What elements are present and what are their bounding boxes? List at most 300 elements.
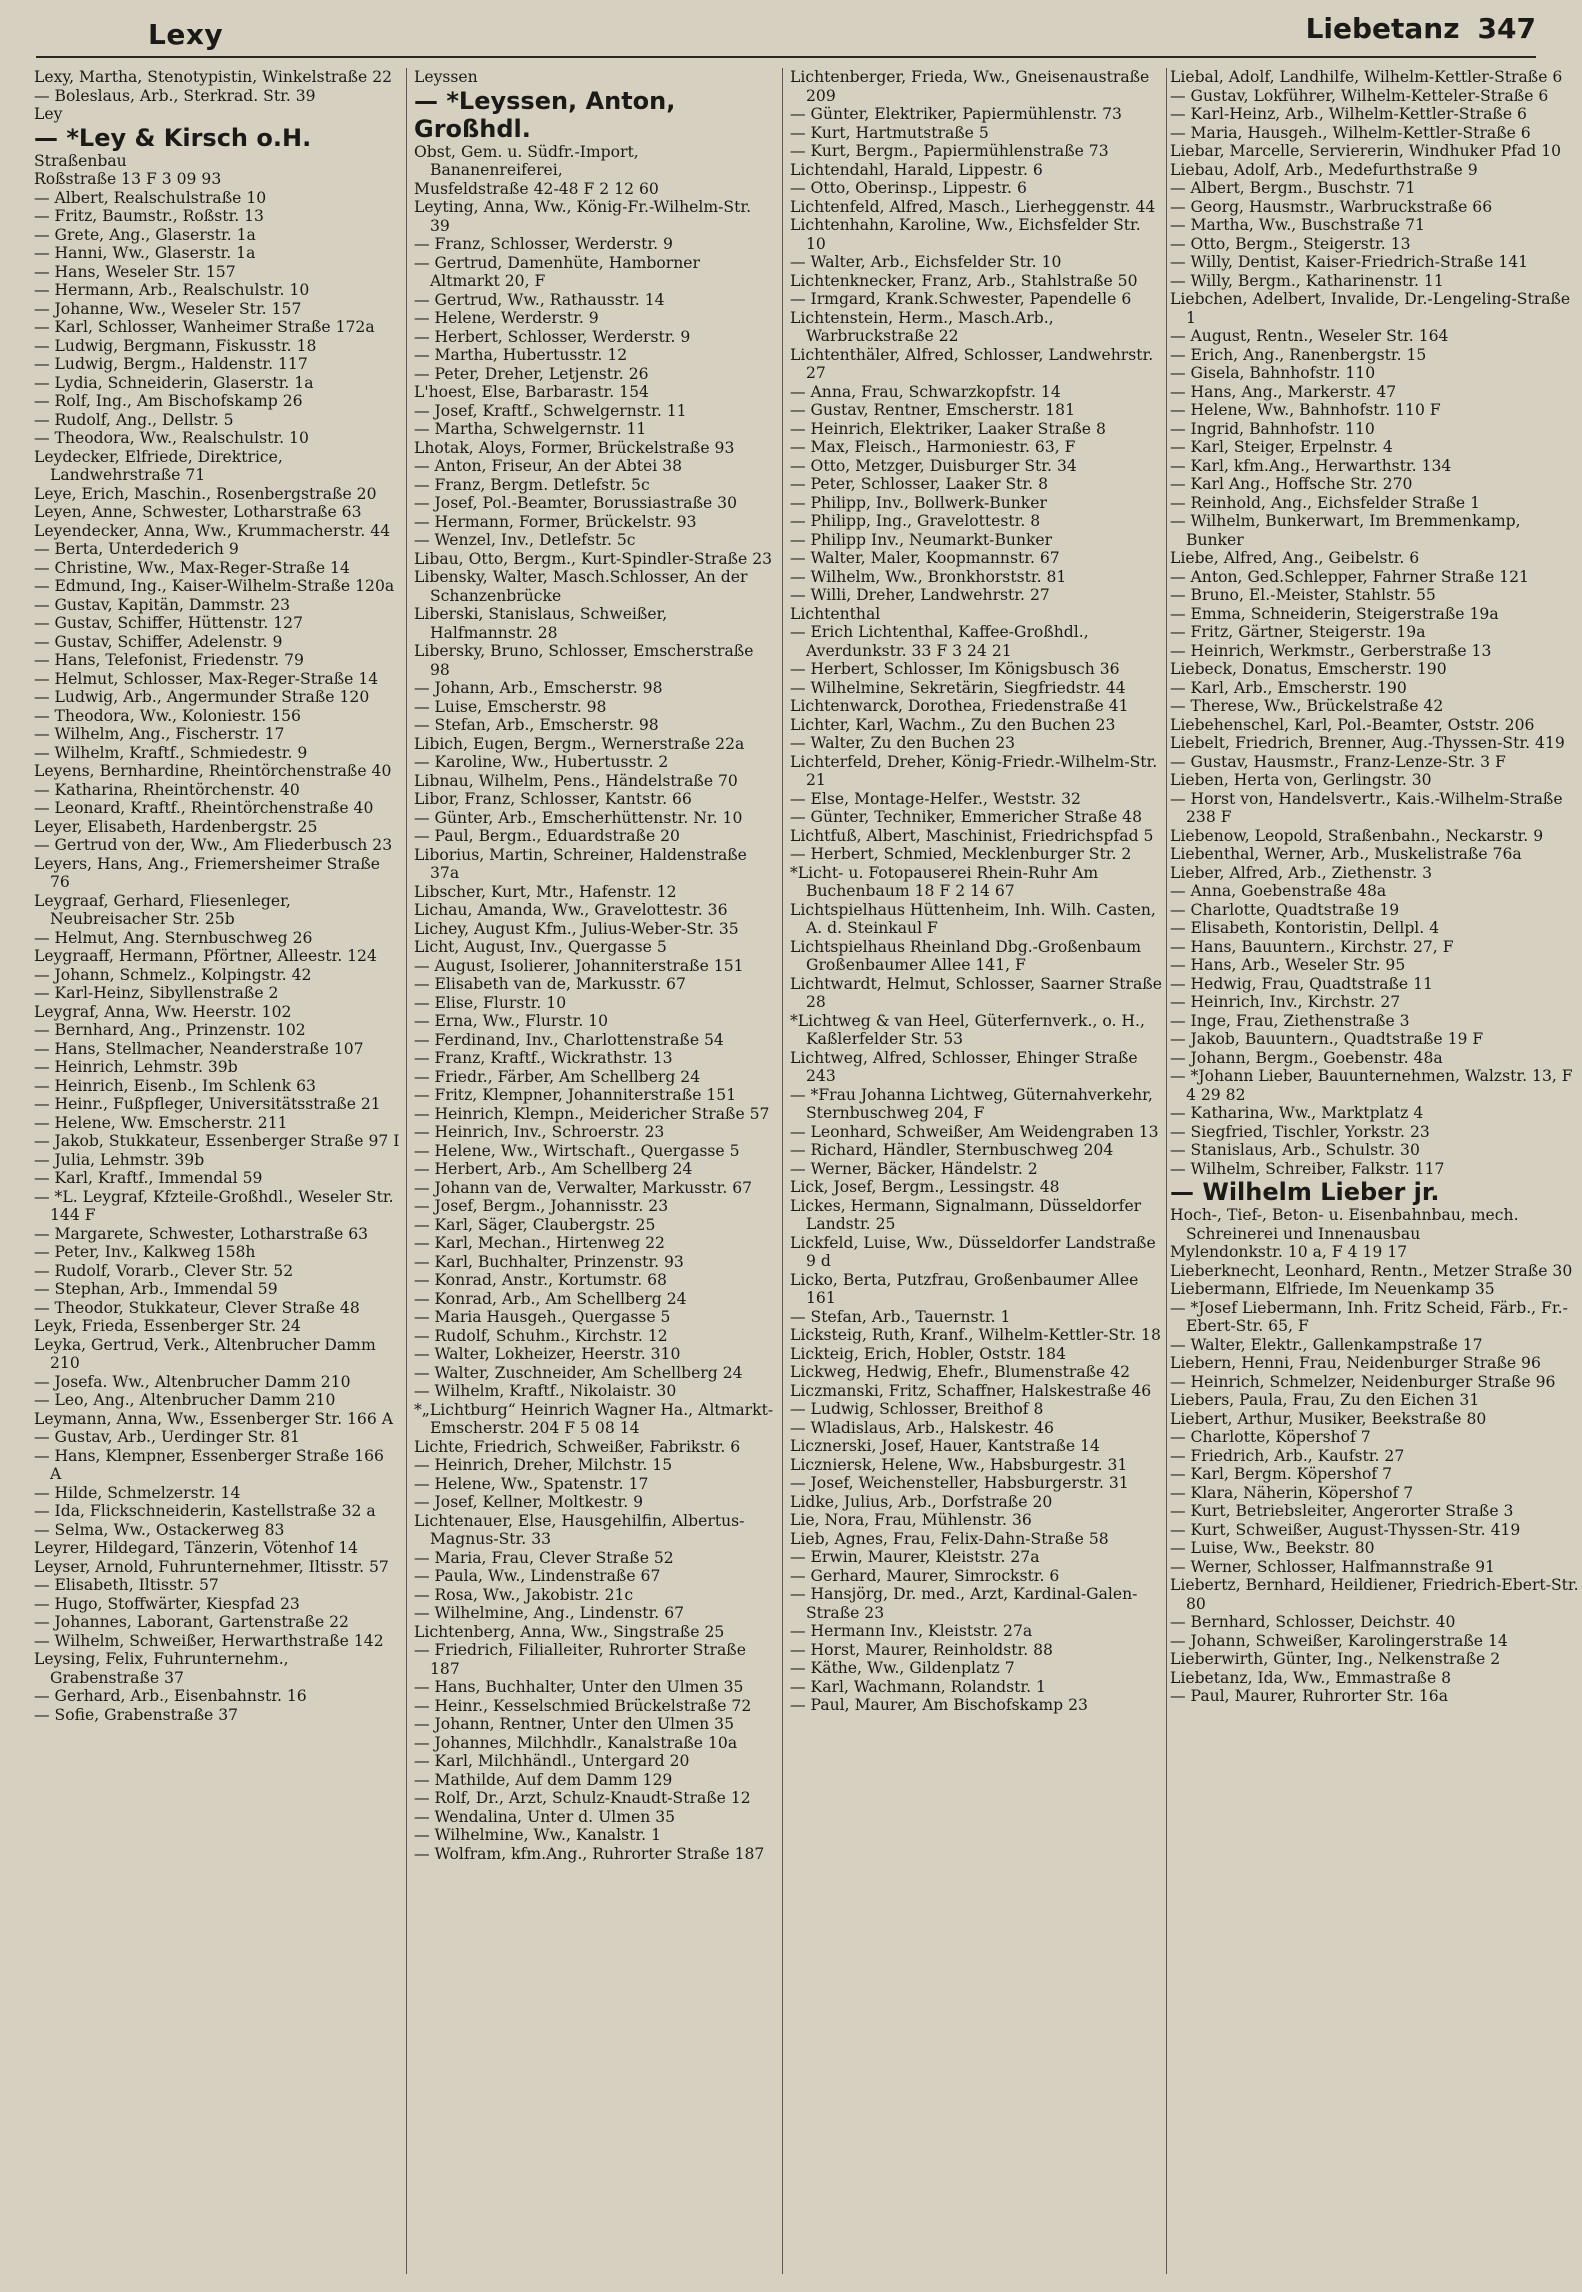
directory-entry: — Grete, Ang., Glaserstr. 1a bbox=[34, 225, 256, 244]
directory-entry: Straßenbau bbox=[34, 151, 127, 170]
directory-entry: — Hans, Weseler Str. 157 bbox=[34, 262, 236, 281]
directory-entry: — Heinrich, Dreher, Milchstr. 15 bbox=[414, 1456, 673, 1474]
directory-entry: Liebetanz, Ida, Ww., Emmastraße 8 bbox=[1170, 1668, 1452, 1687]
directory-entry: L'hoest, Else, Barbarastr. 154 bbox=[414, 383, 649, 401]
directory-entry: — Georg, Hausmstr., Warbruckstraße 66 bbox=[1170, 197, 1493, 216]
directory-entry: — Wilhelmine, Ww., Kanalstr. 1 bbox=[414, 1826, 662, 1844]
directory-entry: — Christine, Ww., Max-Reger-Straße 14 bbox=[34, 558, 350, 577]
directory-entry: — Hermann Inv., Kleiststr. 27a bbox=[790, 1622, 1033, 1640]
directory-entry: — Herbert, Schmied, Mecklenburger Str. 2 bbox=[790, 845, 1132, 863]
directory-entry: Leyrer, Hildegard, Tänzerin, Vötenhof 14 bbox=[34, 1539, 359, 1557]
directory-entry: — Wilhelmine, Sekretärin, Siegfriedstr. 44 bbox=[790, 678, 1126, 697]
directory-entry: — Rudolf, Ang., Dellstr. 5 bbox=[34, 410, 234, 429]
directory-entry: — Johann, Schmelz., Kolpingstr. 42 bbox=[34, 965, 312, 984]
columns bbox=[34, 68, 1579, 2274]
directory-entry: — Gustav, Schiffer, Adelenstr. 9 bbox=[34, 632, 283, 651]
directory-entry: — Anna, Goebenstraße 48a bbox=[1170, 882, 1387, 900]
directory-entry: — Helene, Ww., Bahnhofstr. 110 F bbox=[1170, 401, 1441, 419]
directory-entry: — Karl-Heinz, Arb., Wilhelm-Kettler-Straße 6 bbox=[1170, 105, 1527, 123]
directory-entry: Mylendonkstr. 10 a, F 4 19 17 bbox=[1170, 1243, 1408, 1261]
directory-entry: — Rudolf, Vorarb., Clever Str. 52 bbox=[34, 1261, 294, 1280]
directory-entry: Leyssen bbox=[414, 68, 478, 86]
directory-entry: — Leonard, Kraftf., Rheintörchenstraße 40 bbox=[34, 799, 374, 817]
directory-entry: Leygraaff, Hermann, Pförtner, Alleestr. 124 bbox=[34, 947, 377, 965]
directory-entry: — Peter, Inv., Kalkweg 158h bbox=[34, 1243, 256, 1261]
directory-entry: — Rolf, Dr., Arzt, Schulz-Knaudt-Straße 12 bbox=[414, 1789, 751, 1807]
directory-entry: — Johann van de, Verwalter, Markusstr. 67 bbox=[414, 1178, 753, 1197]
directory-entry: — Maria Hausgeh., Quergasse 5 bbox=[414, 1308, 671, 1326]
directory-entry: — *Josef Liebermann, Inh. Fritz Scheid, Färb., Fr.-Ebert-Str. 65, F bbox=[1170, 1298, 1568, 1335]
directory-entry: — Kurt, Bergm., Papiermühlenstraße 73 bbox=[790, 142, 1109, 160]
directory-entry: — Elisabeth, Kontoristin, Dellpl. 4 bbox=[1170, 919, 1440, 937]
directory-entry: Lickfeld, Luise, Ww., Düsseldorfer Landstraße 9 d bbox=[790, 1233, 1156, 1270]
directory-entry: — Else, Montage-Helfer., Weststr. 32 bbox=[790, 789, 1081, 808]
directory-entry: — Philipp, Inv., Bollwerk-Bunker bbox=[790, 493, 1047, 512]
directory-entry: — Gertrud, Ww., Rathausstr. 14 bbox=[414, 290, 665, 309]
directory-entry: Liebelt, Friedrich, Brenner, Aug.-Thyssen-Str. 419 bbox=[1170, 734, 1565, 752]
directory-entry: — Josef, Kraftf., Schwelgernstr. 11 bbox=[414, 401, 687, 420]
directory-entry: — Gerhard, Arb., Eisenbahnstr. 16 bbox=[34, 1687, 307, 1705]
directory-entry: Licko, Berta, Putzfrau, Großenbaumer Allee 161 bbox=[790, 1270, 1139, 1307]
directory-entry: — Kurt, Hartmutstraße 5 bbox=[790, 123, 989, 142]
directory-entry: — Otto, Oberinsp., Lippestr. 6 bbox=[790, 179, 1027, 197]
directory-entry: — Emma, Schneiderin, Steigerstraße 19a bbox=[1170, 604, 1499, 623]
directory-entry: — Karl, kfm.Ang., Herwarthstr. 134 bbox=[1170, 456, 1452, 475]
directory-entry: — Therese, Ww., Brückelstraße 42 bbox=[1170, 697, 1444, 715]
directory-entry: — Hans, Telefonist, Friedenstr. 79 bbox=[34, 651, 304, 669]
directory-entry: — Walter, Lokheizer, Heerstr. 310 bbox=[414, 1345, 681, 1363]
directory-entry: — Wilhelm Lieber jr. bbox=[1170, 1178, 1440, 1206]
directory-entry: — Margarete, Schwester, Lotharstraße 63 bbox=[34, 1224, 369, 1243]
directory-entry: — Richard, Händler, Sternbuschweg 204 bbox=[790, 1141, 1114, 1159]
directory-entry: — Sofie, Grabenstraße 37 bbox=[34, 1705, 239, 1724]
directory-entry: Lichterfeld, Dreher, König-Friedr.-Wilhelm-Str. 21 bbox=[790, 752, 1158, 789]
directory-entry: Lichtenknecker, Franz, Arb., Stahlstraße 50 bbox=[790, 271, 1138, 290]
directory-entry: — Kurt, Schweißer, August-Thyssen-Str. 419 bbox=[1170, 1520, 1521, 1539]
directory-entry: — Stefan, Arb., Emscherstr. 98 bbox=[414, 716, 659, 734]
header-right bbox=[1306, 12, 1536, 45]
directory-entry: — Albert, Bergm., Buschstr. 71 bbox=[1170, 179, 1416, 197]
directory-entry: — Reinhold, Ang., Eichsfelder Straße 1 bbox=[1170, 493, 1481, 512]
directory-entry: — Hans, Klempner, Essenberger Straße 166 A bbox=[34, 1446, 384, 1483]
directory-entry: Lickweg, Hedwig, Ehefr., Blumenstraße 42 bbox=[790, 1363, 1131, 1381]
directory-entry: — Wolfram, kfm.Ang., Ruhrorter Straße 187 bbox=[414, 1844, 765, 1863]
directory-entry: Liebeck, Donatus, Emscherstr. 190 bbox=[1170, 660, 1447, 678]
column-divider bbox=[406, 68, 407, 2274]
header-last-entry: Liebetanz bbox=[1305, 12, 1460, 45]
directory-entry: — Karl, Säger, Claubergstr. 25 bbox=[414, 1215, 656, 1234]
directory-entry: — Fritz, Gärtner, Steigerstr. 19a bbox=[1170, 623, 1426, 641]
directory-entry: — Fritz, Baumstr., Roßstr. 13 bbox=[34, 207, 264, 225]
directory-entry: — Kurt, Betriebsleiter, Angerorter Straße 3 bbox=[1170, 1502, 1514, 1520]
directory-entry: — Johann, Schweißer, Karolingerstraße 14 bbox=[1170, 1631, 1508, 1650]
directory-entry: — Werner, Bäcker, Händelstr. 2 bbox=[790, 1159, 1038, 1178]
directory-entry: Licksteig, Ruth, Kranf., Wilhelm-Kettler-Str. 18 bbox=[790, 1326, 1161, 1344]
directory-entry: Lichau, Amanda, Ww., Gravelottestr. 36 bbox=[414, 901, 728, 919]
directory-entry: — Wilhelm, Kraftf., Schmiedestr. 9 bbox=[34, 743, 308, 762]
directory-entry: Lick, Josef, Bergm., Lessingstr. 48 bbox=[790, 1178, 1060, 1196]
directory-entry: — Martha, Hubertusstr. 12 bbox=[414, 346, 628, 364]
directory-entry: Lichtweg, Alfred, Schlosser, Ehinger Straße 243 bbox=[790, 1048, 1138, 1085]
directory-entry: — Hugo, Stoffwärter, Kiespfad 23 bbox=[34, 1594, 300, 1613]
page-header bbox=[36, 4, 1536, 58]
directory-entry: — Stanislaus, Arb., Schulstr. 30 bbox=[1170, 1141, 1420, 1159]
directory-entry: Licznerski, Josef, Hauer, Kantstraße 14 bbox=[790, 1437, 1100, 1455]
directory-entry: — Martha, Schwelgernstr. 11 bbox=[414, 420, 647, 438]
directory-entry: — Elisabeth, Iltisstr. 57 bbox=[34, 1576, 219, 1594]
directory-entry: — Josef, Bergm., Johannisstr. 23 bbox=[414, 1197, 669, 1215]
directory-entry: — Gertrud von der, Ww., Am Fliederbusch 23 bbox=[34, 836, 393, 854]
directory-entry: — Anton, Ged.Schlepper, Fahrner Straße 121 bbox=[1170, 567, 1529, 586]
column-divider bbox=[1166, 68, 1167, 2274]
directory-entry: Hoch-, Tief-, Beton- u. Eisenbahnbau, mech. Schreinerei und Innenausbau bbox=[1170, 1206, 1519, 1243]
directory-entry: — Helene, Ww. Emscherstr. 211 bbox=[34, 1113, 288, 1132]
directory-entry: — Helene, Werderstr. 9 bbox=[414, 309, 599, 327]
directory-entry: — Erna, Ww., Flurstr. 10 bbox=[414, 1012, 609, 1030]
directory-entry: — Karl, Buchhalter, Prinzenstr. 93 bbox=[414, 1252, 684, 1271]
directory-entry: — Hermann, Arb., Realschulstr. 10 bbox=[34, 281, 310, 299]
directory-entry: Leyser, Arnold, Fuhrunternehmer, Iltisstr. 57 bbox=[34, 1557, 389, 1576]
directory-entry: — Wilhelmine, Ang., Lindenstr. 67 bbox=[414, 1604, 685, 1622]
directory-entry: — Fritz, Klempner, Johanniterstraße 151 bbox=[414, 1086, 737, 1104]
directory-entry: — Heinr., Fußpfleger, Universitätsstraße 21 bbox=[34, 1095, 381, 1113]
directory-entry: — Johannes, Laborant, Gartenstraße 22 bbox=[34, 1613, 349, 1631]
directory-entry: — Herbert, Arb., Am Schellberg 24 bbox=[414, 1160, 693, 1178]
directory-entry: Liebers, Paula, Frau, Zu den Eichen 31 bbox=[1170, 1391, 1480, 1409]
directory-entry: Liebermann, Elfriede, Im Neuenkamp 35 bbox=[1170, 1280, 1495, 1298]
directory-entry: — Horst, Maurer, Reinholdstr. 88 bbox=[790, 1640, 1053, 1659]
directory-entry: — Walter, Maler, Koopmannstr. 67 bbox=[790, 549, 1060, 567]
directory-entry: — Max, Fleisch., Harmoniestr. 63, F bbox=[790, 438, 1076, 456]
directory-entry: — Josefa. Ww., Altenbrucher Damm 210 bbox=[34, 1372, 351, 1391]
directory-entry: — Ingrid, Bahnhofstr. 110 bbox=[1170, 419, 1375, 438]
directory-entry: Liebern, Henni, Frau, Neidenburger Straße 96 bbox=[1170, 1354, 1541, 1372]
directory-entry: — Ludwig, Arb., Angermunder Straße 120 bbox=[34, 688, 370, 706]
directory-entry: — Otto, Metzger, Duisburger Str. 34 bbox=[790, 456, 1077, 475]
directory-entry: Lichter, Karl, Wachm., Zu den Buchen 23 bbox=[790, 715, 1116, 734]
directory-entry: — August, Isolierer, Johanniterstraße 151 bbox=[414, 956, 744, 975]
column-4 bbox=[1170, 68, 1582, 2274]
directory-entry: Leyen, Anne, Schwester, Lotharstraße 63 bbox=[34, 503, 362, 521]
directory-entry: — Hans, Buchhalter, Unter den Ulmen 35 bbox=[414, 1678, 744, 1696]
directory-entry: — Karl-Heinz, Sibyllenstraße 2 bbox=[34, 984, 279, 1002]
directory-entry: — Peter, Schlosser, Laaker Str. 8 bbox=[790, 475, 1049, 493]
directory-entry: Liebenow, Leopold, Straßenbahn., Neckarstr. 9 bbox=[1170, 826, 1544, 845]
directory-entry: Leyendecker, Anna, Ww., Krummacherstr. 44 bbox=[34, 521, 391, 540]
directory-entry: Leygraaf, Gerhard, Fliesenleger, Neubreisacher Str. 25b bbox=[34, 891, 291, 928]
directory-entry: — *Frau Johanna Lichtweg, Güternahverkehr, Sternbuschweg 204, F bbox=[790, 1085, 1153, 1122]
directory-entry: — Friedrich, Filialleiter, Ruhrorter Straße 187 bbox=[414, 1641, 746, 1678]
directory-entry: — Gustav, Lokführer, Wilhelm-Ketteler-Straße 6 bbox=[1170, 86, 1549, 105]
directory-entry: Libich, Eugen, Bergm., Wernerstraße 22a bbox=[414, 734, 745, 753]
directory-entry: — Günter, Techniker, Emmericher Straße 48 bbox=[790, 808, 1142, 826]
directory-entry: — Charlotte, Quadtstraße 19 bbox=[1170, 900, 1400, 919]
directory-entry: — Wilhelm, Ang., Fischerstr. 17 bbox=[34, 725, 285, 743]
directory-entry: Lichey, August Kfm., Julius-Weber-Str. 35 bbox=[414, 919, 739, 938]
directory-entry: — *Leyssen, Anton, Großhdl. bbox=[414, 86, 676, 143]
page-number: 347 bbox=[1477, 12, 1536, 45]
directory-entry: — Ludwig, Schlosser, Breithof 8 bbox=[790, 1400, 1044, 1418]
directory-entry: Ley bbox=[34, 105, 63, 123]
directory-entry: — Gertrud, Damenhüte, Hamborner Altmarkt 20, F bbox=[414, 253, 700, 290]
directory-entry: — Werner, Schlosser, Halfmannstraße 91 bbox=[1170, 1557, 1495, 1576]
directory-entry: — Bruno, El.-Meister, Stahlstr. 55 bbox=[1170, 586, 1436, 604]
header-first-entry: Lexy bbox=[148, 18, 224, 51]
directory-entry: — Helene, Ww., Wirtschaft., Quergasse 5 bbox=[414, 1141, 740, 1160]
directory-entry: — Karoline, Ww., Hubertusstr. 2 bbox=[414, 753, 669, 771]
directory-entry: — Gerhard, Maurer, Simrockstr. 6 bbox=[790, 1566, 1060, 1585]
directory-entry: — Klara, Näherin, Köpershof 7 bbox=[1170, 1483, 1414, 1502]
directory-entry: — Käthe, Ww., Gildenplatz 7 bbox=[790, 1659, 1015, 1677]
directory-entry: Liebar, Marcelle, Serviererin, Windhuker Pfad 10 bbox=[1170, 142, 1562, 160]
directory-entry: — Berta, Unterdederich 9 bbox=[34, 540, 239, 558]
directory-entry: — Josef, Weichensteller, Habsburgerstr. 31 bbox=[790, 1474, 1129, 1492]
directory-entry: — Johann, Rentner, Unter den Ulmen 35 bbox=[414, 1715, 735, 1733]
directory-entry: — Hedwig, Frau, Quadtstraße 11 bbox=[1170, 974, 1433, 993]
directory-entry: — Elise, Flurstr. 10 bbox=[414, 993, 567, 1012]
directory-entry: Licht, August, Inv., Quergasse 5 bbox=[414, 938, 667, 956]
directory-entry: Leye, Erich, Maschin., Rosenbergstraße 20 bbox=[34, 484, 377, 503]
directory-entry: — Franz, Kraftf., Wickrathstr. 13 bbox=[414, 1049, 673, 1067]
directory-entry: — Gustav, Kapitän, Dammstr. 23 bbox=[34, 595, 291, 614]
directory-entry: — Gustav, Arb., Uerdinger Str. 81 bbox=[34, 1428, 300, 1446]
directory-entry: — Julia, Lehmstr. 39b bbox=[34, 1150, 205, 1169]
directory-entry: — Stephan, Arb., Immendal 59 bbox=[34, 1280, 278, 1298]
directory-entry: — Katharina, Ww., Marktplatz 4 bbox=[1170, 1104, 1424, 1122]
directory-entry: Lhotak, Aloys, Former, Brückelstraße 93 bbox=[414, 438, 735, 457]
directory-entry: — Karl, Arb., Emscherstr. 190 bbox=[1170, 678, 1407, 697]
directory-entry: — Paul, Maurer, Ruhrorter Str. 16a bbox=[1170, 1687, 1448, 1705]
directory-entry: — Walter, Elektr., Gallenkampstraße 17 bbox=[1170, 1335, 1483, 1354]
directory-entry: Lichtenthal bbox=[790, 604, 881, 623]
directory-entry: — Theodora, Ww., Koloniestr. 156 bbox=[34, 706, 301, 725]
directory-entry: — Hilde, Schmelzerstr. 14 bbox=[34, 1483, 241, 1502]
directory-entry: Lidke, Julius, Arb., Dorfstraße 20 bbox=[790, 1492, 1053, 1511]
directory-entry: — Hans, Stellmacher, Neanderstraße 107 bbox=[34, 1039, 364, 1058]
directory-entry: Lieben, Herta von, Gerlingstr. 30 bbox=[1170, 771, 1432, 789]
directory-entry: — Heinrich, Elektriker, Laaker Straße 8 bbox=[790, 419, 1106, 438]
directory-entry: — Wenzel, Inv., Detlefstr. 5c bbox=[414, 531, 636, 549]
directory-entry: — Charlotte, Köpershof 7 bbox=[1170, 1428, 1371, 1446]
directory-entry: Leyers, Hans, Ang., Friemersheimer Straße 76 bbox=[34, 854, 380, 891]
directory-entry: Leydecker, Elfriede, Direktrice, Landwehrstraße 71 bbox=[34, 447, 283, 484]
directory-entry: — Paul, Maurer, Am Bischofskamp 23 bbox=[790, 1696, 1088, 1714]
directory-entry: — Wladislaus, Arb., Halskestr. 46 bbox=[790, 1418, 1054, 1437]
directory-entry: — Helmut, Schlosser, Max-Reger-Straße 14 bbox=[34, 669, 379, 688]
directory-entry: — Paula, Ww., Lindenstraße 67 bbox=[414, 1567, 661, 1585]
directory-entry: — Rolf, Ing., Am Bischofskamp 26 bbox=[34, 392, 303, 410]
directory-entry: Liebe, Alfred, Ang., Geibelstr. 6 bbox=[1170, 549, 1420, 567]
directory-entry: Lichtenberg, Anna, Ww., Singstraße 25 bbox=[414, 1622, 725, 1641]
directory-entry: — Siegfried, Tischler, Yorkstr. 23 bbox=[1170, 1122, 1430, 1141]
directory-entry: — Maria, Frau, Clever Straße 52 bbox=[414, 1548, 674, 1567]
directory-entry: — Karl, Schlosser, Wanheimer Straße 172a bbox=[34, 318, 375, 336]
directory-entry: — Walter, Zu den Buchen 23 bbox=[790, 734, 1016, 752]
directory-entry: — Walter, Arb., Eichsfelder Str. 10 bbox=[790, 253, 1062, 271]
column-divider bbox=[782, 68, 783, 2274]
directory-entry: — Johanne, Ww., Weseler Str. 157 bbox=[34, 299, 302, 318]
directory-entry: Lichtspielhaus Hüttenheim, Inh. Wilh. Casten, A. d. Steinkaul F bbox=[790, 900, 1156, 937]
directory-entry: Leygraf, Anna, Ww. Heerstr. 102 bbox=[34, 1002, 292, 1021]
directory-entry: — Heinrich, Lehmstr. 39b bbox=[34, 1058, 238, 1076]
directory-entry: *Licht- u. Fotopauserei Rhein-Ruhr Am Buchenbaum 18 F 2 14 67 bbox=[790, 863, 1099, 900]
directory-entry: — Karl, Mechan., Hirtenweg 22 bbox=[414, 1234, 665, 1252]
directory-entry: — Maria, Hausgeh., Wilhelm-Kettler-Straße 6 bbox=[1170, 123, 1531, 142]
directory-entry: — Paul, Bergm., Eduardstraße 20 bbox=[414, 827, 680, 845]
directory-entry: Leysing, Felix, Fuhrunternehm., Grabenstraße 37 bbox=[34, 1650, 289, 1687]
directory-entry: — Philipp, Ing., Gravelottestr. 8 bbox=[790, 512, 1041, 530]
directory-entry: — Bernhard, Ang., Prinzenstr. 102 bbox=[34, 1021, 306, 1039]
directory-entry: — Martha, Ww., Buschstraße 71 bbox=[1170, 216, 1425, 234]
directory-entry: — Rudolf, Schuhm., Kirchstr. 12 bbox=[414, 1326, 668, 1345]
directory-entry: — Jakob, Bauuntern., Quadtstraße 19 F bbox=[1170, 1030, 1484, 1048]
directory-entry: — Karl Ang., Hoffsche Str. 270 bbox=[1170, 475, 1413, 493]
directory-entry: Lichtenfeld, Alfred, Masch., Lierheggenstr. 44 bbox=[790, 197, 1156, 216]
directory-entry: — Ida, Flickschneiderin, Kastellstraße 32 a bbox=[34, 1502, 376, 1520]
directory-entry: Leyer, Elisabeth, Hardenbergstr. 25 bbox=[34, 817, 318, 836]
column-2 bbox=[414, 68, 774, 2274]
directory-entry: — Friedr., Färber, Am Schellberg 24 bbox=[414, 1067, 701, 1086]
directory-entry: — Herbert, Schlosser, Werderstr. 9 bbox=[414, 327, 691, 346]
directory-entry: — Erich, Ang., Ranenbergstr. 15 bbox=[1170, 345, 1427, 364]
directory-entry: Lichtenthäler, Alfred, Schlosser, Landwehrstr. 27 bbox=[790, 345, 1154, 382]
directory-entry: — Wilhelm, Kraftf., Nikolaistr. 30 bbox=[414, 1382, 677, 1400]
directory-entry: — Helmut, Ang. Sternbuschweg 26 bbox=[34, 928, 313, 947]
directory-entry: — Leo, Ang., Altenbrucher Damm 210 bbox=[34, 1391, 336, 1409]
directory-entry: — Karl, Wachmann, Rolandstr. 1 bbox=[790, 1677, 1046, 1696]
directory-entry: — Wilhelm, Schreiber, Falkstr. 117 bbox=[1170, 1159, 1445, 1178]
directory-entry: — Hansjörg, Dr. med., Arzt, Kardinal-Galen-Straße 23 bbox=[790, 1585, 1138, 1622]
directory-entry: — Karl, Kraftf., Immendal 59 bbox=[34, 1169, 263, 1187]
directory-entry: Lichtendahl, Harald, Lippestr. 6 bbox=[790, 160, 1043, 179]
directory-entry: — Karl, Steiger, Erpelnstr. 4 bbox=[1170, 438, 1393, 456]
directory-entry: Musfeldstraße 42-48 F 2 12 60 bbox=[414, 179, 659, 198]
directory-entry: — Willy, Bergm., Katharinenstr. 11 bbox=[1170, 271, 1444, 290]
directory-entry: — Boleslaus, Arb., Sterkrad. Str. 39 bbox=[34, 86, 316, 105]
directory-entry: — Herbert, Schlosser, Im Königsbusch 36 bbox=[790, 660, 1120, 678]
directory-entry: Leyk, Frieda, Essenberger Str. 24 bbox=[34, 1317, 301, 1335]
directory-entry: Lieberknecht, Leonhard, Rentn., Metzer Straße 30 bbox=[1170, 1261, 1573, 1280]
directory-entry: — Karl, Milchhändl., Untergard 20 bbox=[414, 1752, 690, 1770]
directory-entry: — Ferdinand, Inv., Charlottenstraße 54 bbox=[414, 1030, 724, 1049]
directory-entry: Roßstraße 13 F 3 09 93 bbox=[34, 170, 222, 188]
directory-entry: — Hans, Bauuntern., Kirchstr. 27, F bbox=[1170, 937, 1454, 956]
column-3 bbox=[790, 68, 1162, 2274]
column-1 bbox=[34, 68, 400, 2274]
directory-entry: Liebau, Adolf, Arb., Medefurthstraße 9 bbox=[1170, 160, 1478, 179]
directory-entry: — Günter, Elektriker, Papiermühlenstr. 73 bbox=[790, 105, 1122, 123]
directory-entry: Lickteig, Erich, Hobler, Oststr. 184 bbox=[790, 1344, 1066, 1363]
directory-entry: Lichtenhahn, Karoline, Ww., Eichsfelder Str. 10 bbox=[790, 216, 1141, 253]
directory-entry: — Josef, Kellner, Moltkestr. 9 bbox=[414, 1493, 644, 1511]
directory-entry: — Jakob, Stukkateur, Essenberger Straße 97 I bbox=[34, 1132, 400, 1150]
directory-entry: — Konrad, Arb., Am Schellberg 24 bbox=[414, 1289, 687, 1308]
directory-entry: — Leonhard, Schweißer, Am Weidengraben 13 bbox=[790, 1122, 1159, 1141]
directory-entry: — Philipp Inv., Neumarkt-Bunker bbox=[790, 530, 1053, 549]
directory-entry: Obst, Gem. u. Südfr.-Import, Bananenreiferei, bbox=[414, 142, 639, 179]
directory-entry: — *Johann Lieber, Bauunternehmen, Walzstr. 13, F 4 29 82 bbox=[1170, 1067, 1573, 1104]
directory-entry: — Horst von, Handelsvertr., Kais.-Wilhelm-Straße 238 F bbox=[1170, 789, 1563, 826]
directory-entry: — Theodora, Ww., Realschulstr. 10 bbox=[34, 429, 309, 447]
directory-entry: Libau, Otto, Bergm., Kurt-Spindler-Straße 23 bbox=[414, 549, 773, 568]
directory-entry: — Hermann, Former, Brückelstr. 93 bbox=[414, 512, 697, 531]
directory-entry: — Irmgard, Krank.Schwester, Papendelle 6 bbox=[790, 290, 1132, 308]
directory-entry: Liczmanski, Fritz, Schaffner, Halskestraße 46 bbox=[790, 1381, 1152, 1400]
directory-entry: — Anna, Frau, Schwarzkopfstr. 14 bbox=[790, 382, 1061, 401]
directory-entry: Leymann, Anna, Ww., Essenberger Str. 166 A bbox=[34, 1409, 393, 1428]
directory-entry: Lieb, Agnes, Frau, Felix-Dahn-Straße 58 bbox=[790, 1529, 1109, 1548]
directory-entry: Liebehenschel, Karl, Pol.-Beamter, Oststr. 206 bbox=[1170, 715, 1535, 734]
directory-entry: — Stefan, Arb., Tauernstr. 1 bbox=[790, 1307, 1011, 1326]
directory-entry: Lexy, Martha, Stenotypistin, Winkelstraße 22 bbox=[34, 68, 393, 86]
directory-entry: Liebert, Arthur, Musiker, Beekstraße 80 bbox=[1170, 1409, 1487, 1428]
directory-entry: — Gustav, Hausmstr., Franz-Lenze-Str. 3 F bbox=[1170, 752, 1506, 771]
directory-entry: — Helene, Ww., Spatenstr. 17 bbox=[414, 1474, 649, 1493]
directory-entry: — Heinrich, Eisenb., Im Schlenk 63 bbox=[34, 1076, 316, 1095]
directory-entry: Liebertz, Bernhard, Heildiener, Friedrich-Ebert-Str. 80 bbox=[1170, 1576, 1579, 1613]
directory-entry: — Johann, Bergm., Goebenstr. 48a bbox=[1170, 1048, 1443, 1067]
directory-entry: — Mathilde, Auf dem Damm 129 bbox=[414, 1770, 673, 1789]
directory-entry: — Selma, Ww., Ostackerweg 83 bbox=[34, 1520, 285, 1539]
directory-entry: — *Ley & Kirsch o.H. bbox=[34, 123, 312, 152]
directory-entry: Lichtspielhaus Rheinland Dbg.-Großenbaum Großenbaumer Allee 141, F bbox=[790, 937, 1142, 974]
directory-entry: — Hans, Arb., Weseler Str. 95 bbox=[1170, 956, 1406, 974]
directory-entry: Lichtenberger, Frieda, Ww., Gneisenaustraße 209 bbox=[790, 68, 1150, 105]
directory-entry: — Bernhard, Schlosser, Deichstr. 40 bbox=[1170, 1613, 1456, 1631]
directory-entry: — Wilhelm, Ww., Bronkhorststr. 81 bbox=[790, 567, 1067, 586]
directory-entry: — Heinrich, Schmelzer, Neidenburger Straße 96 bbox=[1170, 1372, 1556, 1391]
directory-entry: Lichtenwarck, Dorothea, Friedenstraße 41 bbox=[790, 697, 1129, 715]
directory-entry: — Ludwig, Bergm., Haldenstr. 117 bbox=[34, 355, 308, 373]
directory-entry: — Albert, Realschulstraße 10 bbox=[34, 188, 267, 207]
directory-entry: Liczniersk, Helene, Ww., Habsburgestr. 31 bbox=[790, 1455, 1128, 1474]
directory-entry: — Heinrich, Inv., Schroerstr. 23 bbox=[414, 1123, 665, 1141]
directory-entry: — Peter, Dreher, Letjenstr. 26 bbox=[414, 364, 649, 383]
directory-entry: — Hanni, Ww., Glaserstr. 1a bbox=[34, 244, 256, 262]
directory-entry: — Katharina, Rheintörchenstr. 40 bbox=[34, 780, 300, 799]
directory-entry: — Edmund, Ing., Kaiser-Wilhelm-Straße 120a bbox=[34, 577, 395, 595]
directory-entry: Lickes, Hermann, Signalmann, Düsseldorfer Landstr. 25 bbox=[790, 1196, 1142, 1233]
directory-entry: — Wendalina, Unter d. Ulmen 35 bbox=[414, 1807, 676, 1826]
directory-entry: — Elisabeth van de, Markusstr. 67 bbox=[414, 975, 686, 993]
directory-entry: Liebal, Adolf, Landhilfe, Wilhelm-Kettler-Straße 6 bbox=[1170, 68, 1563, 86]
directory-entry: Lichte, Friedrich, Schweißer, Fabrikstr. 6 bbox=[414, 1437, 741, 1456]
directory-entry: — Otto, Bergm., Steigerstr. 13 bbox=[1170, 234, 1411, 253]
directory-entry: Lichtfuß, Albert, Maschinist, Friedrichspfad 5 bbox=[790, 826, 1154, 845]
directory-entry: — Luise, Emscherstr. 98 bbox=[414, 697, 607, 716]
directory-entry: — Konrad, Anstr., Kortumstr. 68 bbox=[414, 1271, 667, 1289]
directory-entry: Libensky, Walter, Masch.Schlosser, An der Schanzenbrücke bbox=[414, 568, 748, 605]
directory-entry: — Lydia, Schneiderin, Glaserstr. 1a bbox=[34, 373, 314, 392]
directory-entry: — Hans, Ang., Markerstr. 47 bbox=[1170, 382, 1397, 401]
directory-entry: — Rosa, Ww., Jakobistr. 21c bbox=[414, 1585, 634, 1604]
directory-entry: Lichtwardt, Helmut, Schlosser, Saarner Straße 28 bbox=[790, 974, 1162, 1011]
directory-entry: Libersky, Bruno, Schlosser, Emscherstraße 98 bbox=[414, 642, 754, 679]
directory-entry: — Franz, Schlosser, Werderstr. 9 bbox=[414, 235, 673, 253]
directory-entry: Lichtenstein, Herm., Masch.Arb., Warbruckstraße 22 bbox=[790, 308, 1054, 345]
directory-entry: — Heinr., Kesselschmied Brückelstraße 72 bbox=[414, 1696, 752, 1715]
directory-entry: — Friedrich, Arb., Kaufstr. 27 bbox=[1170, 1446, 1405, 1465]
directory-entry: — Willi, Dreher, Landwehrstr. 27 bbox=[790, 586, 1050, 604]
directory-entry: — Erwin, Maurer, Kleiststr. 27a bbox=[790, 1548, 1040, 1566]
directory-entry: Lichtenauer, Else, Hausgehilfin, Albertus-Magnus-Str. 33 bbox=[414, 1511, 745, 1548]
directory-entry: Leyting, Anna, Ww., König-Fr.-Wilhelm-Str. 39 bbox=[414, 198, 752, 235]
directory-entry: — Luise, Ww., Beekstr. 80 bbox=[1170, 1539, 1375, 1557]
directory-entry: — Heinrich, Klempn., Meidericher Straße 57 bbox=[414, 1104, 770, 1123]
directory-entry: Leyka, Gertrud, Verk., Altenbrucher Damm 210 bbox=[34, 1335, 376, 1372]
directory-entry: — Walter, Zuschneider, Am Schellberg 24 bbox=[414, 1363, 743, 1382]
directory-entry: Liebchen, Adelbert, Invalide, Dr.-Lengeling-Straße 1 bbox=[1170, 290, 1571, 327]
